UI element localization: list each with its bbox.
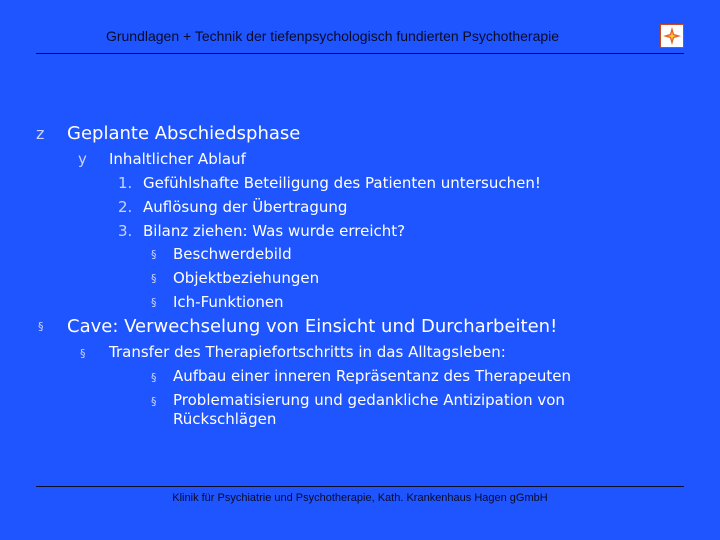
- square-bullet: §: [151, 371, 157, 384]
- sub-list-item: Objektbeziehungen: [173, 269, 320, 287]
- square-bullet: §: [151, 272, 157, 285]
- footer-text: Klinik für Psychiatrie und Psychotherapie, Kath. Krankenhaus Hagen gGmbH: [172, 492, 548, 504]
- square-bullet: §: [151, 296, 157, 309]
- sub-list-item: Aufbau einer inneren Repräsentanz des Therapeuten: [173, 367, 571, 385]
- sub2-bullet: §: [80, 347, 86, 360]
- sub-list-item: Beschwerdebild: [173, 245, 292, 263]
- sub-list-item-continuation: Rückschlägen: [173, 410, 277, 428]
- header-title: Grundlagen + Technik der tiefenpsychologisch fundierten Psychotherapie: [105, 28, 560, 44]
- list-number: 3.: [118, 222, 133, 240]
- list-number: 2.: [118, 198, 133, 216]
- section2-title: Cave: Verwechselung von Einsicht und Durcharbeiten!: [67, 316, 558, 337]
- section1-bullet: z: [36, 124, 45, 143]
- square-bullet: §: [151, 395, 157, 408]
- list-item: Gefühlshafte Beteiligung des Patienten untersuchen!: [143, 174, 541, 192]
- section1-title: Geplante Abschiedsphase: [67, 123, 301, 144]
- section2-bullet: §: [38, 320, 44, 333]
- list-item: Bilanz ziehen: Was wurde erreicht?: [143, 222, 406, 240]
- list-item: Auflösung der Übertragung: [143, 198, 348, 216]
- footer-divider: [36, 486, 684, 487]
- sub-list-item: Problematisierung und gedankliche Antizipation von: [173, 391, 565, 409]
- sub1-bullet: y: [78, 150, 87, 168]
- sub1-title: Inhaltlicher Ablauf: [109, 150, 246, 168]
- header-divider: [36, 53, 684, 54]
- square-bullet: §: [151, 248, 157, 261]
- logo: [660, 24, 684, 48]
- list-number: 1.: [118, 174, 133, 192]
- sub2-title: Transfer des Therapiefortschritts in das Alltagsleben:: [109, 343, 506, 361]
- sub-list-item: Ich-Funktionen: [173, 293, 284, 311]
